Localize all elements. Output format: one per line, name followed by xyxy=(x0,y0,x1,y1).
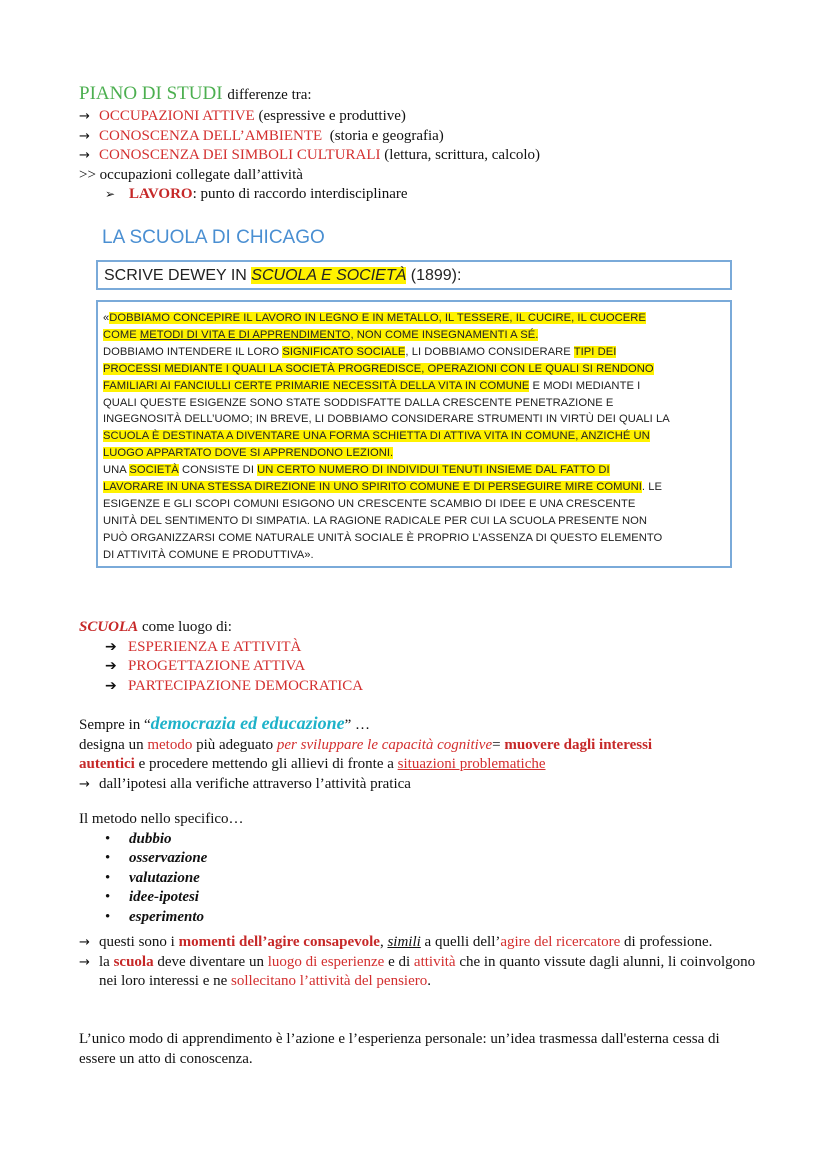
list-item xyxy=(79,908,779,928)
quote-highlight: SOCIETÀ xyxy=(129,464,179,477)
quote-highlight: LUOGO APPARTATO DOVE SI APPRENDONO LEZIONI. xyxy=(103,447,394,460)
quote-highlight: SCUOLA È DESTINATA A DIVENTARE UNA FORMA SCHIETTA DI ATTIVA VITA IN COMUNE, ANZICHÉ UN xyxy=(103,430,650,443)
list-item-label: dubbio xyxy=(129,830,172,847)
quote-line: INGEGNOSITÀ DELL’UOMO; IN BREVE, LI DOBBIAMO CONSIDERARE STRUMENTI IN VIRTÙ DEI QUALI LA xyxy=(103,413,670,426)
chicago-heading: LA SCUOLA DI CHICAGO xyxy=(102,227,325,248)
text: momenti dell’agire consapevole xyxy=(178,934,380,950)
text: metodo xyxy=(147,736,193,753)
box-year: (1899): xyxy=(410,267,462,284)
bullet-icon: • xyxy=(105,850,111,866)
piano-title: PIANO DI STUDI xyxy=(79,83,223,104)
list-item xyxy=(79,849,779,869)
quote-line xyxy=(103,327,724,344)
quote-line xyxy=(103,361,724,378)
arrow-icon: → xyxy=(79,128,90,144)
quote-line xyxy=(103,344,724,361)
quote-highlight: FAMILIARI AI FANCIULLI CERTE PRIMARIE NECESSITÀ DELLA VITA IN COMUNE xyxy=(103,379,530,392)
quote-line: PUÒ ORGANIZZARSI COME NATURALE UNITÀ SOCIALE È PROPRIO L’ASSENZA DI QUESTO ELEMENTO xyxy=(103,531,663,544)
quote-text: CONSISTE DI xyxy=(178,464,258,477)
piano-item-detail: (lettura, scrittura, calcolo) xyxy=(384,147,541,163)
text: muovere dagli interessi xyxy=(504,736,653,753)
text: che in quanto vissute dagli alunni, li coinvolgono nei loro interessi e ne xyxy=(99,953,756,989)
list-item-label: esperimento xyxy=(129,908,204,925)
quote-highlight: LAVORARE IN UNA STESSA DIREZIONE IN UNO SPIRITO COMUNE E DI PERSEGUIRE MIRE COMUNI xyxy=(103,481,642,494)
text: scuola xyxy=(113,953,154,970)
piano-item-label: CONOSCENZA DEI SIMBOLI CULTURALI xyxy=(99,147,381,163)
list-item-label: idee-ipotesi xyxy=(129,889,199,905)
text: luogo di esperienze xyxy=(267,953,385,970)
lavoro-line xyxy=(79,185,779,205)
text: e procedere mettendo gli allievi di fronte a xyxy=(134,756,398,772)
list-item-label: PARTECIPAZIONE DEMOCRATICA xyxy=(128,677,364,694)
piano-item-detail: (espressive e produttive) xyxy=(258,108,406,124)
bullet-icon: • xyxy=(105,908,111,925)
triangle-bullet-icon: ➢ xyxy=(105,187,116,201)
piano-item xyxy=(79,107,779,127)
piano-title-rest: differenze tra: xyxy=(227,87,312,103)
piano-item-label: CONOSCENZA DELL’AMBIENTE xyxy=(99,127,323,144)
text: deve diventare un xyxy=(153,953,268,970)
list-item xyxy=(79,830,779,850)
democrazia-section xyxy=(79,714,769,794)
arrow-icon: → xyxy=(79,109,90,124)
scuola-intro xyxy=(79,618,779,638)
democrazia-title-line xyxy=(79,714,769,736)
scuola-section xyxy=(79,618,779,696)
text: situazioni problematiche xyxy=(397,756,546,772)
quote-highlight: DOBBIAMO CONCEPIRE IL LAVORO IN LEGNO E IN METALLO, IL TESSERE, IL CUCIRE, IL CUOCERE xyxy=(109,312,646,324)
text: dall’ipotesi alla verifiche attraverso l’attività pratica xyxy=(99,775,411,792)
text: . xyxy=(427,973,431,989)
piano-di-studi-section xyxy=(79,82,779,205)
piano-item-label: OCCUPAZIONI ATTIVE xyxy=(99,108,255,124)
arrow-right-icon: ➔ xyxy=(105,658,117,674)
arrow-icon: → xyxy=(79,954,90,970)
list-item-label: osservazione xyxy=(129,850,208,866)
text: , xyxy=(379,934,388,950)
quote-text: E MODI MEDIANTE I xyxy=(529,379,641,392)
quote-text: UNA xyxy=(103,464,130,477)
box-book-title: SCUOLA E SOCIETÀ xyxy=(251,267,407,284)
collegate-line: >> occupazioni collegate dall’attività xyxy=(79,166,303,183)
text: attività xyxy=(413,953,456,970)
final-paragraph: L’unico modo di apprendimento è l’azione e l’esperienza personale: un’idea trasmessa dall'esterna cessa di essere un atto di conoscenza. xyxy=(79,1031,720,1067)
lavoro-word: LAVORO xyxy=(129,186,193,202)
text: = xyxy=(492,736,505,753)
box-prefix: SCRIVE DEWEY IN xyxy=(104,267,247,284)
quote-text: « xyxy=(103,312,110,324)
quote-line: DI ATTIVITÀ COMUNE E PRODUTTIVA». xyxy=(103,548,314,561)
quote-line xyxy=(103,428,724,445)
quote-line: QUALI QUESTE ESIGENZE SONO STATE SODDISFATTE DALLA CRESCENTE PENETRAZIONE E xyxy=(103,396,614,409)
text: Sempre in “ xyxy=(79,717,151,733)
consequence-section xyxy=(79,933,759,992)
list-item-label: PROGETTAZIONE ATTIVA xyxy=(128,658,306,674)
piano-item xyxy=(79,146,779,166)
quote-highlight: SIGNIFICATO SOCIALE xyxy=(282,345,406,358)
text: simili xyxy=(387,934,421,950)
metodo-section xyxy=(79,810,779,927)
piano-item-detail: (storia e geografia) xyxy=(325,127,444,144)
consequence-paragraph xyxy=(79,933,759,953)
quote-line xyxy=(103,310,724,327)
quote-line xyxy=(103,378,724,395)
text: la xyxy=(99,953,114,970)
piano-title-line xyxy=(79,82,779,107)
quote-text: . LE xyxy=(641,481,663,494)
text: a quelli dell’ xyxy=(420,934,501,950)
arrow-right-icon: ➔ xyxy=(105,638,117,655)
arrow-icon: → xyxy=(79,776,90,792)
text: agire del ricercatore xyxy=(500,934,621,950)
text: e di xyxy=(384,953,414,970)
arrow-right-icon: ➔ xyxy=(105,677,117,694)
quote-highlight: UN CERTO NUMERO DI INDIVIDUI TENUTI INSIEME DAL FATTO DI xyxy=(257,464,610,477)
quote-text: DOBBIAMO INTENDERE IL LORO xyxy=(103,345,283,358)
list-item xyxy=(79,888,779,908)
bullet-icon: • xyxy=(105,889,111,905)
text: designa un xyxy=(79,736,148,753)
quote-line xyxy=(103,462,724,479)
text: più adeguato xyxy=(192,736,277,753)
quote-highlight: METODI DI VITA E DI APPRENDIMENTO xyxy=(139,328,351,341)
book-title: democrazia ed educazione xyxy=(150,713,345,733)
quote-line: UNITÀ DEL SENTIMENTO DI SIMPATIA. LA RAGIONE RADICALE PER CUI LA SCUOLA PRESENTE NON xyxy=(103,514,648,527)
text: di professione. xyxy=(620,934,713,950)
list-item xyxy=(79,677,779,697)
quote-highlight: , NON COME INSEGNAMENTI A SÉ. xyxy=(350,328,539,341)
democrazia-arrow-line xyxy=(79,775,769,795)
quote-text: , LI DOBBIAMO CONSIDERARE xyxy=(405,345,574,358)
list-item-label: valutazione xyxy=(129,869,200,886)
arrow-icon: → xyxy=(79,935,90,950)
consequence-paragraph xyxy=(79,953,759,992)
text: sollecitano l’attività del pensiero xyxy=(231,973,428,989)
dewey-quote-box xyxy=(96,300,732,568)
democrazia-body xyxy=(79,736,769,775)
quote-highlight: TIPI DEI xyxy=(573,345,617,358)
piano-item xyxy=(79,127,779,147)
bullet-icon: • xyxy=(105,869,111,886)
quote-line xyxy=(103,479,724,496)
arrow-icon: → xyxy=(79,148,90,163)
quote-line xyxy=(103,445,724,462)
text: ” … xyxy=(344,717,371,733)
quote-highlight: PROCESSI MEDIANTE I QUALI LA SOCIETÀ PROGREDISCE, OPERAZIONI CON LE QUALI SI RENDONO xyxy=(103,362,654,375)
dewey-title-box xyxy=(96,260,732,290)
text: questi sono i xyxy=(99,934,179,950)
chicago-figure xyxy=(96,225,732,568)
bullet-icon: • xyxy=(105,830,111,847)
quote-line: ESIGENZE E GLI SCOPI COMUNI ESIGONO UN CRESCENTE SCAMBIO DI IDEE E UNA CRESCENTE xyxy=(103,497,636,510)
list-item xyxy=(79,869,779,889)
metodo-intro: Il metodo nello specifico… xyxy=(79,811,244,827)
text: per sviluppare le capacità cognitive xyxy=(276,736,493,753)
text: autentici xyxy=(79,756,135,772)
quote-highlight: COME xyxy=(103,328,140,341)
list-item xyxy=(79,638,779,658)
scuola-rest: come luogo di: xyxy=(138,619,232,635)
list-item xyxy=(79,657,779,677)
list-item-label: ESPERIENZA E ATTIVITÀ xyxy=(128,638,302,655)
lavoro-rest: : punto di raccordo interdisciplinare xyxy=(192,186,408,202)
scuola-word: SCUOLA xyxy=(79,619,139,635)
